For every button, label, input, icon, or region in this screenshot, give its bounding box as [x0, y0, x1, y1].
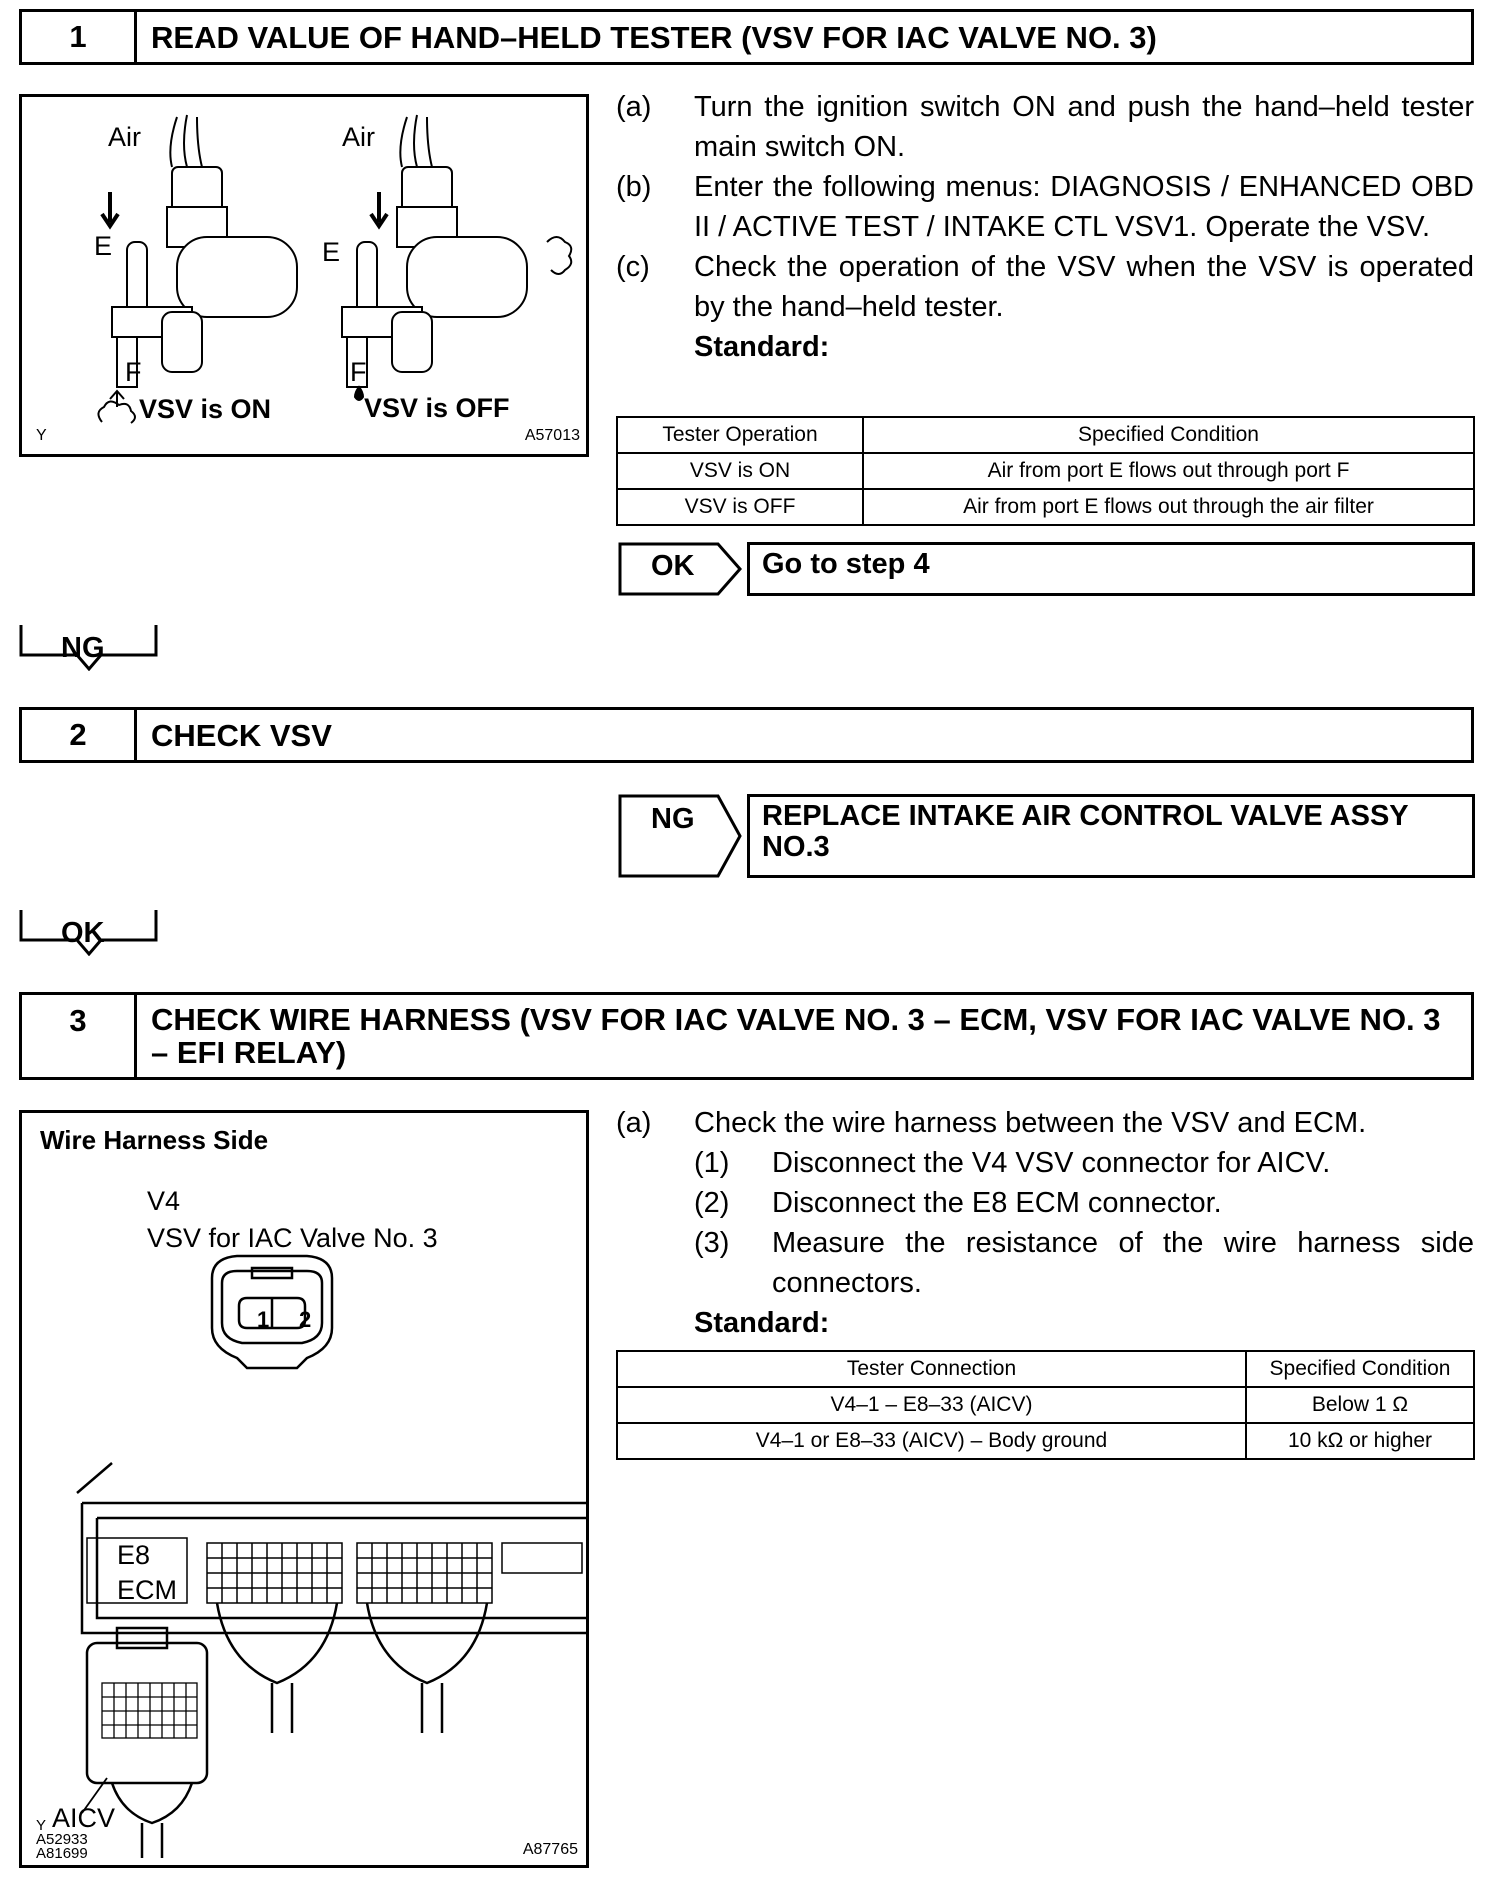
pin-2-label: 2 — [299, 1307, 312, 1332]
step-2-number: 2 — [22, 710, 137, 760]
step-2-header — [19, 707, 1474, 763]
step-1-number: 1 — [22, 12, 137, 62]
sub-step-1: (1) Disconnect the V4 VSV connector for AICV. — [694, 1147, 1331, 1179]
table-row: V4–1 – E8–33 (AICV) Below 1 Ω — [617, 1387, 1474, 1423]
figure-3-code-2: A81699 — [36, 1845, 88, 1862]
ok-label: OK — [651, 550, 695, 582]
sub-step-2: (2) Disconnect the E8 ECM connector. — [694, 1187, 1222, 1219]
ecm-id: E8 — [117, 1540, 151, 1570]
sub-step-3: (3) Measure the resistance of the wire harness side connectors. — [694, 1227, 1474, 1299]
go-to-step-4: Go to step 4 — [747, 542, 1475, 596]
wire-harness-figure — [19, 1110, 589, 1868]
ok-label-step2: OK — [61, 917, 105, 949]
air-label-left: Air — [108, 122, 141, 152]
port-f-label-right: F — [350, 357, 367, 387]
step-1-spec-table — [616, 416, 1475, 526]
figure-3-corner-mark: Y — [36, 1817, 47, 1834]
connector-name: VSV for IAC Valve No. 3 — [147, 1223, 438, 1253]
ng-label-step2: NG — [651, 803, 695, 835]
figure-code: A57013 — [524, 427, 580, 444]
standard-label-3: Standard: — [694, 1307, 830, 1339]
table-header-row: Tester Connection Specified Condition — [617, 1351, 1474, 1387]
step-1-instructions — [616, 87, 1474, 367]
table-row: VSV is OFF Air from port E flows out through the air filter — [617, 489, 1474, 525]
instruction-a: (a) Turn the ignition switch ON and push the hand–held tester main switch ON. — [616, 91, 1474, 163]
ng-label: NG — [61, 632, 105, 664]
step-2-title: CHECK VSV — [151, 717, 332, 753]
instruction-b: (b) Enter the following menus: DIAGNOSIS / ENHANCED OBD II / ACTIVE TEST / INTAKE CTL VSV1. Operate the VSV. — [616, 171, 1474, 243]
vsv-off-caption: VSV is OFF — [364, 393, 510, 423]
figure-corner-mark: Y — [36, 427, 47, 444]
step-3-spec-table — [616, 1350, 1475, 1460]
step-3-title: CHECK WIRE HARNESS (VSV FOR IAC VALVE NO. 3 – ECM, VSV FOR IAC VALVE NO. 3 – EFI RELAY) — [151, 1002, 1441, 1070]
vsv-operation-figure — [19, 94, 589, 457]
step-3-number: 3 — [22, 995, 137, 1077]
pin-1-label: 1 — [257, 1307, 270, 1332]
connector-id: V4 — [147, 1186, 181, 1216]
instruction-3a: (a) Check the wire harness between the VSV and ECM. — [616, 1107, 1367, 1139]
instruction-c: (c) Check the operation of the VSV when the VSV is operated by the hand–held tester. — [616, 251, 1474, 323]
figure-3-code-1: A52933 — [36, 1831, 88, 1848]
table-header-row: Tester Operation Specified Condition — [617, 417, 1474, 453]
port-e-label-left: E — [94, 231, 113, 261]
replace-valve-result: REPLACE INTAKE AIR CONTROL VALVE ASSY NO.3 — [747, 794, 1475, 878]
aicv-label: AICV — [52, 1803, 116, 1833]
vsv-on-caption: VSV is ON — [139, 394, 272, 424]
air-label-right: Air — [342, 122, 375, 152]
port-e-label-right: E — [322, 237, 341, 267]
step-1-header — [19, 9, 1474, 65]
figure-3-code-3: A87765 — [522, 1841, 578, 1858]
ecm-name: ECM — [117, 1575, 177, 1605]
step-3-header — [19, 992, 1474, 1080]
port-f-label-left: F — [125, 357, 142, 387]
wire-harness-heading: Wire Harness Side — [40, 1125, 269, 1155]
connector-illustration — [22, 1113, 586, 1865]
table-row: VSV is ON Air from port E flows out through port F — [617, 453, 1474, 489]
standard-label: Standard: — [694, 331, 830, 363]
step-3-instructions — [616, 1103, 1474, 1343]
table-row: V4–1 or E8–33 (AICV) – Body ground 10 kΩ or higher — [617, 1423, 1474, 1459]
step-1-title: READ VALUE OF HAND–HELD TESTER (VSV FOR IAC VALVE NO. 3) — [151, 19, 1157, 55]
